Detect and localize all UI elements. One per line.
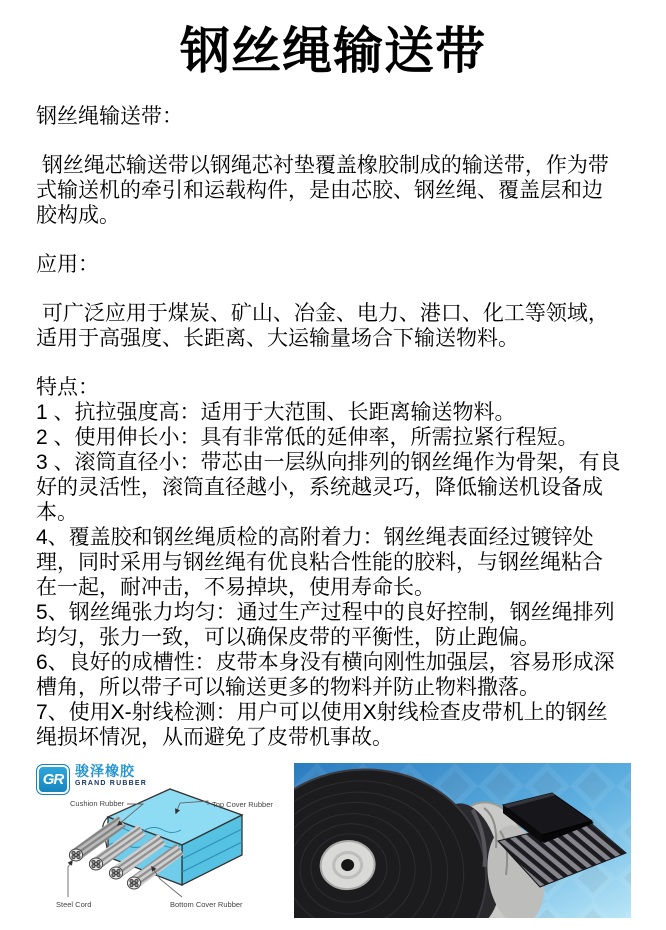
feature-item-7: 7、使用X-射线检测：用户可以使用X射线检查皮带机上的钢丝绳损坏情况，从而避免了皮带机事故。 <box>36 701 608 749</box>
grand-rubber-logo <box>36 764 147 795</box>
label-bottom-cover-rubber: Bottom Cover Rubber <box>170 900 243 909</box>
intro-label: 钢丝绳输送带： <box>36 105 183 128</box>
images-row <box>30 763 636 918</box>
document-body <box>0 88 666 750</box>
belt-structure-diagram <box>30 763 292 918</box>
page-title: 钢丝绳输送带 <box>180 23 486 79</box>
features-label: 特点： <box>36 376 99 399</box>
feature-item-5: 5、钢丝绳张力均匀：通过生产过程中的良好控制，钢丝绳排列均匀，张力一致，可以确保皮带的平衡性，防止跑偏。 <box>36 601 615 649</box>
feature-item-4: 4、覆盖胶和钢丝绳质检的高附着力：钢丝绳表面经过镀锌处理，同时采用与钢丝绳有优良粘合性能的胶料，与钢丝绳粘合在一起，耐冲击，不易掉块，使用寿命长。 <box>36 526 603 599</box>
intro-paragraph: 钢丝绳芯输送带以钢绳芯衬垫覆盖橡胶制成的输送带，作为带式输送机的牵引和运载构件，是由芯胶、钢丝绳、覆盖层和边胶构成。 <box>36 154 609 227</box>
label-cushion-rubber: Cushion Rubber <box>70 799 125 808</box>
feature-item-1: 1 、抗拉强度高：适用于大范围、长距离输送物料。 <box>36 401 516 424</box>
logo-chinese-name: 骏泽橡胶 <box>75 763 135 779</box>
feature-item-2: 2 、使用伸长小：具有非常低的延伸率，所需拉紧行程短。 <box>36 426 579 449</box>
label-steel-cord: Steel Cord <box>56 900 92 909</box>
logo-english-name: GRAND RUBBER <box>75 780 147 787</box>
belt-photo-drawing <box>294 763 631 918</box>
label-top-cover-rubber: Top Cover Rubber <box>212 800 273 809</box>
belt-product-photo <box>294 763 631 918</box>
application-paragraph: 可广泛应用于煤炭、矿山、冶金、电力、港口、化工等领域，适用于高强度、长距离、大运输量场合下输送物料。 <box>36 302 609 350</box>
gr-logo-icon: GR <box>36 764 70 795</box>
application-label: 应用： <box>36 253 99 276</box>
feature-item-3: 3 、滚筒直径小：带芯由一层纵向排列的钢丝绳作为骨架，有良好的灵活性，滚筒直径越小，系统越灵巧，降低输送机设备成本。 <box>36 451 621 524</box>
feature-item-6: 6、良好的成槽性：皮带本身没有横向刚性加强层，容易形成深槽角，所以带子可以输送更多的物料并防止物料撒落。 <box>36 651 615 699</box>
